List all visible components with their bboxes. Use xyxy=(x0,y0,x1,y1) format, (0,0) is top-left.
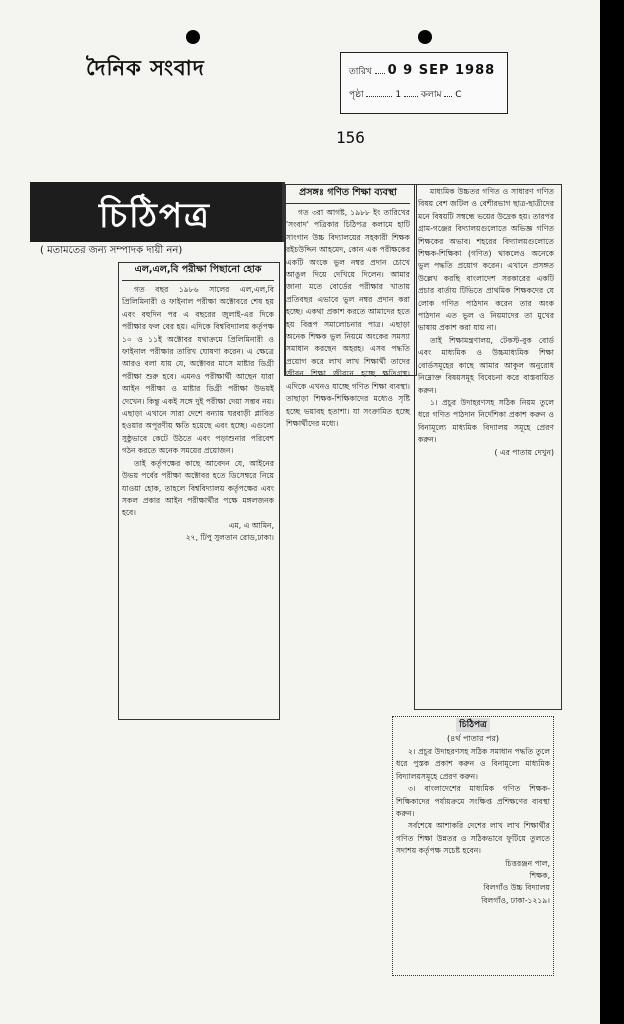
punch-hole xyxy=(418,30,432,44)
continuation xyxy=(396,718,550,907)
continuation-signature-title: শিক্ষক, xyxy=(529,871,550,881)
letter-1 xyxy=(122,263,274,545)
continuation-paragraph: ৩। বাংলাদেশের মাধ্যমিক গণিত শিক্ষক-শিক্ষিকাদের পর্যায়ক্রমে সংক্ষিপ্ত প্রশিক্ষণের ব্যবস্থা করুন। xyxy=(396,784,550,819)
continuation-paragraph: ২। প্রচুর উদাহরণসহ সঠিক সমাধান পদ্ধতি তুলে ধরে পুস্তক প্রকাশ করুন ও বিনামূল্যে মাধ্যমিক বিদ্যালয়সমূহে প্রেরণ করুন। xyxy=(396,747,550,781)
letter-2-part-b xyxy=(418,186,554,459)
stamp-page-label: পৃষ্ঠা xyxy=(349,90,364,100)
letter-2-paragraph: গত ৩রা আগষ্ট, ১৯৮৮ ইং তারিখের 'সংবাদ' পত্রিকার চিঠিপত্র কলামে হাটি সাংগান উচ্চ বিদ্যালয়ের সহকারী শিক্ষক রইচউদ্দিন আহমেদ, কোন এক পরীক্ষকের একটি অংকে ভুল নম্বর প্রদান চোখে আঙুল দিয়ে দেখিয়ে দিলেন। আমার জানা মতে বোর্ডের পরীক্ষার খাতায় প্রতিবছর এভাবে ভুল নম্বর প্রদান করা হচ্ছে। একথা প্রকাশ করতে আমাদের হতে হয় বিরূপ সমালোচনার পাত্র। এছাড়া অনেক শিক্ষক ভুল নিয়মে অংকের সমস্যা সমাধান করছেন অহরহ। এসব পদ্ধতি প্রয়োগ করে লাখ লাখ শিক্ষার্থী তাদের জীবন শিক্ষা জীবনে হচ্ছে ক্ষতিগ্রস্থ। এদিকে এখনও যাচ্ছে গণিত শিক্ষা ব্যবস্থা। তাছাড়া শিক্ষক-শিক্ষিকাদের মধ্যেও সৃষ্টি হচ্ছে ভয়াবহ হতাশা। যা সংক্রামিত হচ্ছে শিক্ষার্থীদের মধ্যে। xyxy=(286,208,410,428)
continuation-section: চিঠিপত্র xyxy=(456,718,490,732)
letter-2-continued-note: ( এর পাতায় দেখুন) xyxy=(494,447,554,457)
letter-1-signature-name: এম, এ আমিন, xyxy=(228,520,274,530)
stamp-column-value: C xyxy=(455,90,462,100)
continuation-from-page: (৪র্থ পাতার পর) xyxy=(446,734,499,743)
letter-2-paragraph: মাধ্যমিক উচ্চতর গণিত ও সাধারণ গণিত বিষয় বেশ জটিল ও বেশীরভাগ ছাত্র-ছাত্রীদের মনে বিষয়টি সম্বন্ধে ভয়ের উদ্রেক হয়। তারপর গ্রাম-গঞ্জের বিদ্যালয়গুলোতে অভিজ্ঞ গণিত শিক্ষকের অভাব। শহরের বিদ্যালয়গুলোতে শিক্ষক-শিক্ষিকা (গণিত) থাকলেও অনেকে ভুল পদ্ধতি প্রয়োগ করেন। এখানে প্রসঙ্গত উল্লেখ করছি বাংলাদেশ সরকারের একটি প্রচার বার্তায় টিভিতে প্রাথমিক শিক্ষকদের যে লোক গণিত পাঠদান করেন তার অংক পাঠদান এত ভুল ও নিয়মাদের তা মুখের ভাষায় প্রকাশ করা যায় না। xyxy=(418,187,554,333)
section-disclaimer: ( মতামতের জন্য সম্পাদক দায়ী নন) xyxy=(40,245,183,256)
letter-2-heading: প্রসঙ্গঃ গণিত শিক্ষা ব্যবস্থা xyxy=(299,187,397,198)
stamp-page-row xyxy=(349,87,462,102)
stamp-date-label: তারিখ xyxy=(349,67,372,77)
section-title: চিঠিপত্র xyxy=(98,196,212,236)
stamp-column-label: কলাম xyxy=(420,90,442,100)
letter-1-paragraph: তাই কর্তৃপক্ষের কাছে আবেদন যে, আইনের উভয় পর্বের পরীক্ষা অক্টোবর হতে ডিসেম্বরে নিয়ে যাওয়া হোক, তাহলে বিশ্ববিদ্যালয় কর্তৃপক্ষের এবং সকল প্রকার আইন পরীক্ষার্থীর পক্ষে মঙ্গলজনক হবে। xyxy=(122,458,274,518)
date-stamp xyxy=(340,52,508,114)
continuation-signature-name: চিত্তরঞ্জন পাল, xyxy=(505,858,550,868)
continuation-signature-school: বিলগাঁও উচ্চ বিদ্যালয় xyxy=(483,883,550,893)
stamp-date-value: 0 9 SEP 1988 xyxy=(387,63,496,78)
punch-hole xyxy=(186,30,200,44)
letter-2-paragraph: তাই শিক্ষামন্ত্রণালয়, টেকস্ট-বুক বোর্ড এবং মাধ্যমিক ও উচ্চমাধ্যমিক শিক্ষা বোর্ডসমূহের কাছে আমার আকুল অনুরোধ নিম্নোক্ত বিষয়সমূহ বিবেচনা করে বাস্তবায়িত করুন। xyxy=(418,335,554,395)
stamp-page-value: 1 xyxy=(395,90,402,100)
letter-1-heading: এল,এল,বি পরীক্ষা পিছানো হোক xyxy=(134,264,262,275)
continuation-signature-address: বিলগাঁও, ঢাকা-১২১৯। xyxy=(481,895,550,905)
continuation-paragraph: সর্বশেষে আশাকরি দেশের লাখ লাখ শিক্ষার্থীর গণিত শিক্ষা উন্নতর ও সঠিকভাবে ফুটিয়ে তুলতে সদাশয় কর্তৃপক্ষ সচেষ্ট হবেন। xyxy=(396,821,550,856)
newspaper-name: দৈনিক সংবাদ xyxy=(86,56,205,80)
letter-2-paragraph: ১। প্রচুর উদাহরণসহ সঠিক নিয়ম তুলে ধরে গণিত পাঠদান নির্দেশিকা প্রকাশ করুন ও বিনামূল্যে মাধ্যমিক বিদ্যালয় সমূহে প্রেরণ করুন। xyxy=(418,397,554,445)
stamp-date-row xyxy=(349,63,495,79)
page-number: 156 xyxy=(336,128,365,147)
section-banner xyxy=(30,182,285,242)
letter-2-part-a xyxy=(286,186,410,428)
letter-1-signature-address: ২৭, টিপু সুলতান রোড,ঢাকা। xyxy=(185,533,274,543)
letter-1-paragraph: গত বছর ১৯৮৬ সালের এল,এল,বি প্রিলিমিনারী ও ফাইনাল পরীক্ষা অক্টোবরে শেষ হয় এবং বহুদিন পর এ বছরের জুলাই-এর দিকে পরীক্ষার ফল বের হয়। এদিকে বিশ্ববিদ্যালয় কর্তৃপক্ষ ১০ ও ১১ই অক্টোবর যথাক্রমে প্রিলিমিনারী ও ফাইনাল পরীক্ষার তারিখ ঘোষণা করেন। এ ক্ষেত্রে আরও বলা যায় যে, অক্টোবর মাসে মাষ্টার ডিগ্রী পরীক্ষা শুরু হবে। এমনও পরীক্ষার্থী আছেন যারা আইন পরীক্ষা ও মাষ্টার ডিগ্রী পরীক্ষা উভয়ই দেখেন। কিন্তু একই সঙ্গে দুই পরীক্ষা দেয়া সম্ভব নয়। এছাড়া এখানে সারা দেশে বন্যায় ঘরবাড়ী প্লাবিত হওয়ার অপূরণীয় ক্ষতি হয়েছে এবং হচ্ছে। এগুলো সুষ্ঠুভাবে কেটে উঠতে এবং পড়াশুনার পরিবেশ গঠন করতে অনেক সময়ের প্রয়োজন। xyxy=(122,285,274,456)
